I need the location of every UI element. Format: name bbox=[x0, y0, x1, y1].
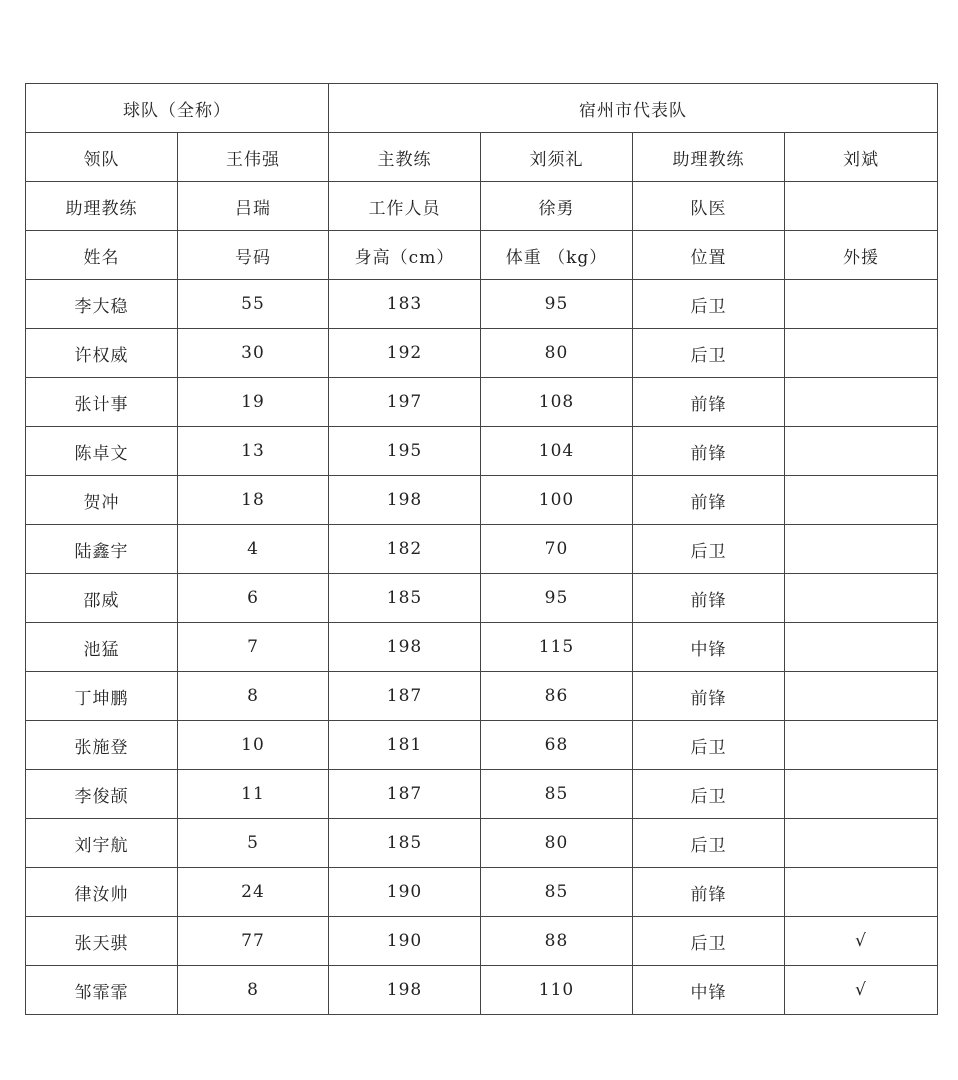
player-row bbox=[26, 672, 938, 721]
player-name-cell: 丁坤鹏 bbox=[26, 672, 178, 721]
player-row bbox=[26, 280, 938, 329]
player-position-cell: 后卫 bbox=[633, 819, 785, 868]
staff-cell: 吕瑞 bbox=[178, 182, 329, 231]
player-name-cell: 邹霏霏 bbox=[26, 966, 178, 1015]
player-foreign-cell bbox=[785, 476, 938, 525]
player-height-cell: 185 bbox=[329, 574, 481, 623]
staff-cell: 助理教练 bbox=[633, 133, 785, 182]
team-roster-table bbox=[25, 83, 938, 1015]
player-foreign-cell: √ bbox=[785, 966, 938, 1015]
column-header: 号码 bbox=[178, 231, 329, 280]
player-row bbox=[26, 525, 938, 574]
player-foreign-cell bbox=[785, 721, 938, 770]
player-name-cell: 刘宇航 bbox=[26, 819, 178, 868]
player-height-cell: 187 bbox=[329, 672, 481, 721]
player-name-cell: 律汝帅 bbox=[26, 868, 178, 917]
player-row bbox=[26, 917, 938, 966]
player-number-cell: 10 bbox=[178, 721, 329, 770]
player-position-cell: 前锋 bbox=[633, 378, 785, 427]
team-name-cell: 宿州市代表队 bbox=[329, 84, 938, 133]
player-position-cell: 前锋 bbox=[633, 868, 785, 917]
player-foreign-cell bbox=[785, 525, 938, 574]
column-header: 体重 （kg） bbox=[481, 231, 633, 280]
player-weight-cell: 85 bbox=[481, 868, 633, 917]
staff-cell: 队医 bbox=[633, 182, 785, 231]
player-position-cell: 前锋 bbox=[633, 672, 785, 721]
player-row bbox=[26, 378, 938, 427]
player-weight-cell: 88 bbox=[481, 917, 633, 966]
player-height-cell: 190 bbox=[329, 917, 481, 966]
player-position-cell: 中锋 bbox=[633, 623, 785, 672]
staff-cell: 徐勇 bbox=[481, 182, 633, 231]
player-name-cell: 李大稳 bbox=[26, 280, 178, 329]
team-label-cell: 球队（全称） bbox=[26, 84, 329, 133]
player-weight-cell: 80 bbox=[481, 329, 633, 378]
player-foreign-cell: √ bbox=[785, 917, 938, 966]
staff-cell: 领队 bbox=[26, 133, 178, 182]
player-number-cell: 5 bbox=[178, 819, 329, 868]
player-name-cell: 李俊颉 bbox=[26, 770, 178, 819]
staff-cell bbox=[785, 182, 938, 231]
player-position-cell: 中锋 bbox=[633, 966, 785, 1015]
player-weight-cell: 110 bbox=[481, 966, 633, 1015]
player-number-cell: 8 bbox=[178, 966, 329, 1015]
player-row bbox=[26, 329, 938, 378]
player-number-cell: 4 bbox=[178, 525, 329, 574]
column-header: 身高（cm） bbox=[329, 231, 481, 280]
player-row bbox=[26, 623, 938, 672]
player-position-cell: 后卫 bbox=[633, 770, 785, 819]
player-number-cell: 18 bbox=[178, 476, 329, 525]
player-height-cell: 187 bbox=[329, 770, 481, 819]
player-number-cell: 19 bbox=[178, 378, 329, 427]
player-height-cell: 185 bbox=[329, 819, 481, 868]
staff-cell: 工作人员 bbox=[329, 182, 481, 231]
player-weight-cell: 80 bbox=[481, 819, 633, 868]
staff-row bbox=[26, 182, 938, 231]
player-row bbox=[26, 819, 938, 868]
player-weight-cell: 68 bbox=[481, 721, 633, 770]
player-row bbox=[26, 966, 938, 1015]
player-position-cell: 后卫 bbox=[633, 917, 785, 966]
player-weight-cell: 115 bbox=[481, 623, 633, 672]
player-name-cell: 池猛 bbox=[26, 623, 178, 672]
player-foreign-cell bbox=[785, 378, 938, 427]
player-foreign-cell bbox=[785, 280, 938, 329]
player-height-cell: 198 bbox=[329, 966, 481, 1015]
player-row bbox=[26, 868, 938, 917]
player-name-cell: 张施登 bbox=[26, 721, 178, 770]
player-weight-cell: 104 bbox=[481, 427, 633, 476]
player-row bbox=[26, 427, 938, 476]
staff-cell: 主教练 bbox=[329, 133, 481, 182]
player-height-cell: 192 bbox=[329, 329, 481, 378]
roster-body bbox=[26, 84, 938, 1015]
player-height-cell: 198 bbox=[329, 623, 481, 672]
player-number-cell: 8 bbox=[178, 672, 329, 721]
player-number-cell: 13 bbox=[178, 427, 329, 476]
player-weight-cell: 86 bbox=[481, 672, 633, 721]
player-row bbox=[26, 476, 938, 525]
player-name-cell: 许权威 bbox=[26, 329, 178, 378]
player-position-cell: 前锋 bbox=[633, 476, 785, 525]
player-number-cell: 7 bbox=[178, 623, 329, 672]
player-position-cell: 前锋 bbox=[633, 427, 785, 476]
player-height-cell: 190 bbox=[329, 868, 481, 917]
player-row bbox=[26, 574, 938, 623]
player-name-cell: 邵威 bbox=[26, 574, 178, 623]
player-weight-cell: 108 bbox=[481, 378, 633, 427]
player-foreign-cell bbox=[785, 672, 938, 721]
player-weight-cell: 95 bbox=[481, 574, 633, 623]
player-number-cell: 77 bbox=[178, 917, 329, 966]
player-number-cell: 24 bbox=[178, 868, 329, 917]
player-height-cell: 198 bbox=[329, 476, 481, 525]
player-number-cell: 55 bbox=[178, 280, 329, 329]
column-header-row bbox=[26, 231, 938, 280]
player-weight-cell: 100 bbox=[481, 476, 633, 525]
player-foreign-cell bbox=[785, 770, 938, 819]
player-height-cell: 183 bbox=[329, 280, 481, 329]
player-height-cell: 181 bbox=[329, 721, 481, 770]
player-row bbox=[26, 721, 938, 770]
column-header: 外援 bbox=[785, 231, 938, 280]
player-position-cell: 后卫 bbox=[633, 329, 785, 378]
staff-cell: 助理教练 bbox=[26, 182, 178, 231]
player-weight-cell: 95 bbox=[481, 280, 633, 329]
player-number-cell: 6 bbox=[178, 574, 329, 623]
player-position-cell: 后卫 bbox=[633, 280, 785, 329]
staff-row bbox=[26, 133, 938, 182]
player-weight-cell: 85 bbox=[481, 770, 633, 819]
column-header: 位置 bbox=[633, 231, 785, 280]
player-height-cell: 197 bbox=[329, 378, 481, 427]
player-name-cell: 张天骐 bbox=[26, 917, 178, 966]
player-number-cell: 11 bbox=[178, 770, 329, 819]
player-name-cell: 陆鑫宇 bbox=[26, 525, 178, 574]
player-foreign-cell bbox=[785, 427, 938, 476]
player-height-cell: 182 bbox=[329, 525, 481, 574]
player-weight-cell: 70 bbox=[481, 525, 633, 574]
player-position-cell: 前锋 bbox=[633, 574, 785, 623]
team-name-row bbox=[26, 84, 938, 133]
player-row bbox=[26, 770, 938, 819]
staff-cell: 刘须礼 bbox=[481, 133, 633, 182]
staff-cell: 刘斌 bbox=[785, 133, 938, 182]
player-foreign-cell bbox=[785, 623, 938, 672]
player-name-cell: 贺冲 bbox=[26, 476, 178, 525]
player-foreign-cell bbox=[785, 819, 938, 868]
player-position-cell: 后卫 bbox=[633, 525, 785, 574]
player-foreign-cell bbox=[785, 868, 938, 917]
player-position-cell: 后卫 bbox=[633, 721, 785, 770]
player-foreign-cell bbox=[785, 329, 938, 378]
player-name-cell: 张计事 bbox=[26, 378, 178, 427]
player-height-cell: 195 bbox=[329, 427, 481, 476]
column-header: 姓名 bbox=[26, 231, 178, 280]
player-name-cell: 陈卓文 bbox=[26, 427, 178, 476]
player-foreign-cell bbox=[785, 574, 938, 623]
staff-cell: 王伟强 bbox=[178, 133, 329, 182]
player-number-cell: 30 bbox=[178, 329, 329, 378]
